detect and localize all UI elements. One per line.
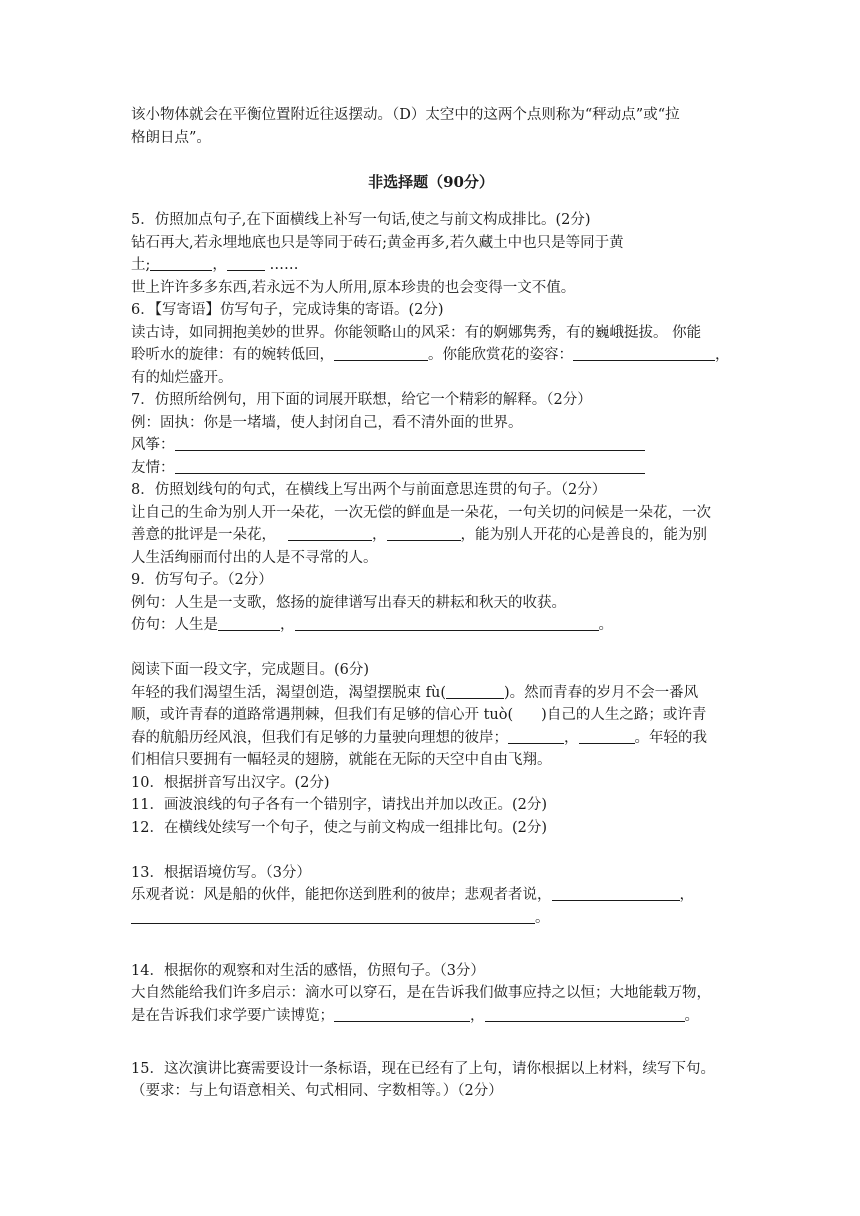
q11-stem: 11．画波浪线的句子各有一个错别字，请找出并加以改正。(2分)	[131, 797, 547, 813]
answer-blank[interactable]	[485, 1005, 685, 1022]
q7-word-1: 风筝：	[131, 434, 731, 457]
intro-line-2: 格朗日点”。	[131, 129, 211, 146]
reading-para-3: 春的航船历经风浪，但我们有足够的力量驶向理想的彼岸； ， 。年轻的我	[131, 727, 731, 750]
q8-text-3: 人生活绚丽而付出的人是不寻常的人。	[131, 549, 378, 566]
answer-blank[interactable]	[288, 524, 372, 541]
q14-text-2: 是在告诉我们求学要广读博览； ， 。	[131, 1005, 731, 1028]
q13-stem: 13．根据语境仿写。（3分）	[131, 864, 311, 881]
q8-text-2: 善意的批评是一朵花， ， ，能为别人开花的心是善良的，能为别	[131, 524, 731, 547]
intro-line-1: 该小物体就会在平衡位置附近往返摆动。（D）太空中的这两个点则称为“秤动点”或“拉	[131, 107, 680, 123]
section-heading: 非选择题（90分）	[368, 173, 494, 191]
q15-requirement: （要求：与上句语意相关、句式相同、字数相等。）（2分）	[131, 1083, 503, 1099]
answer-blank[interactable]	[227, 254, 265, 271]
q13-text-1: 乐观者说：风是船的伙伴，能把你送到胜利的彼岸；悲观者者说， ，	[131, 884, 731, 907]
answer-blank[interactable]	[552, 884, 680, 901]
q8-stem: 8．仿照划线句的句式，在横线上写出两个与前面意思连贯的句子。（2分）	[131, 482, 607, 498]
q5-text-2: 土; ， ……	[131, 254, 731, 277]
q5-stem: 5．仿照加点句子,在下面横线上补写一句话,使之与前文构成排比。(2分)	[131, 212, 591, 228]
answer-blank[interactable]	[508, 727, 564, 744]
q5-text-1: 钻石再大,若永埋地底也只是等同于砖石;黄金再多,若久藏土中也只是等同于黄	[131, 234, 624, 251]
q12-stem: 12．在横线处续写一个句子，使之与前文构成一组排比句。(2分)	[131, 819, 547, 836]
reading-para-1: 年轻的我们渴望生活，渴望创造，渴望摆脱束 fù( )。然而青春的岁月不会一番风	[131, 682, 731, 705]
q13-text-2: 。	[131, 907, 731, 930]
q6-text-2: 聆听水的旋律：有的婉转低回， 。你能欣赏花的姿容： ，	[131, 344, 731, 367]
answer-blank[interactable]	[334, 1005, 470, 1022]
q14-stem: 14．根据你的观察和对生活的感悟，仿照句子。（3分）	[131, 962, 485, 979]
answer-blank[interactable]	[150, 254, 212, 271]
answer-line[interactable]	[175, 457, 645, 474]
pinyin-blank-fu[interactable]	[446, 682, 504, 699]
answer-blank[interactable]	[218, 614, 280, 631]
q9-stem: 9．仿写句子。（2分）	[131, 572, 273, 588]
reading-para-4: 们相信只要拥有一幅轻灵的翅膀，就能在无际的天空中自由飞翔。	[131, 752, 552, 768]
answer-blank[interactable]	[573, 344, 715, 361]
document-page	[131, 104, 731, 1103]
q7-word-2: 友情：	[131, 457, 731, 480]
answer-blank[interactable]	[579, 727, 635, 744]
q15-stem: 15．这次演讲比赛需要设计一条标语，现在已经有了上句，请你根据以上材料，续写下句。	[131, 1060, 715, 1077]
answer-blank[interactable]	[387, 524, 461, 541]
q6-stem: 6．【写寄语】仿写句子，完成诗集的寄语。(2分)	[131, 302, 444, 318]
q5-text-3: 世上许许多多东西,若永远不为人所用,原本珍贵的也会变得一文不值。	[131, 279, 576, 296]
reading-para-2: 顺，或许青春的道路常遇荆棘，但我们有足够的信心开 tuò( )自己的人生之路；或许青	[131, 707, 707, 723]
q6-text-1: 读古诗，如同拥抱美妙的世界。你能领略山的风采：有的婀娜隽秀，有的巍峨挺拔。 你能	[131, 324, 702, 341]
q10-stem: 10．根据拼音写出汉字。(2分)	[131, 774, 330, 791]
answer-line[interactable]	[175, 434, 645, 451]
answer-line[interactable]	[131, 907, 535, 924]
q6-text-3: 有的灿烂盛开。	[131, 369, 233, 386]
q8-text-1: 让自己的生命为别人开一朵花，一次无偿的鲜血是一朵花，一句关切的问候是一朵花，一次	[131, 504, 711, 521]
q9-example: 例句：人生是一支歌，悠扬的旋律谱写出春天的耕耘和秋天的收获。	[131, 594, 566, 611]
q7-stem: 7．仿照所给例句，用下面的词展开联想，给它一个精彩的解释。（2分）	[131, 392, 592, 408]
answer-blank[interactable]	[295, 614, 599, 631]
q14-text-1: 大自然能给我们许多启示：滴水可以穿石，是在告诉我们做事应持之以恒；大地能载万物，	[131, 985, 711, 1001]
q7-example: 例：固执：你是一堵墙，使人封闭自己，看不清外面的世界。	[131, 414, 523, 431]
reading-stem: 阅读下面一段文字，完成题目。(6分)	[131, 662, 370, 678]
q9-imitate: 仿句：人生是 ， 。	[131, 614, 731, 637]
answer-blank[interactable]	[334, 344, 428, 361]
